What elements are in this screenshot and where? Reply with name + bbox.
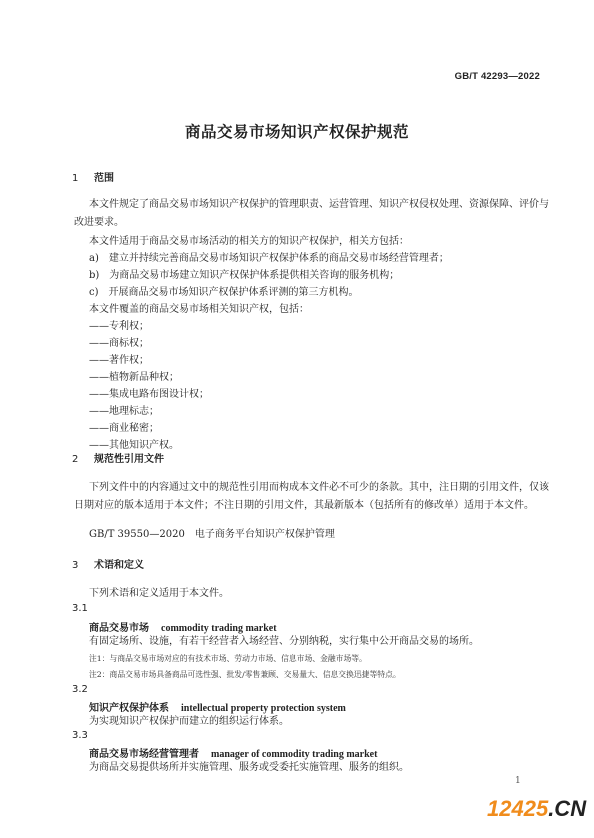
section-title: 范围 bbox=[94, 173, 114, 184]
list-item: b) 为商品交易市场建立知识产权保护体系提供相关咨询的服务机构； bbox=[89, 270, 400, 281]
section-number: 1 bbox=[72, 173, 79, 184]
watermark-digits: 12425 bbox=[487, 796, 549, 821]
term-number: 3.3 bbox=[72, 730, 88, 741]
normative-reference: GB/T 39550—2020 电子商务平台知识产权保护管理 bbox=[89, 529, 335, 540]
term-number: 3.2 bbox=[72, 684, 88, 695]
list-item: ——商业秘密； bbox=[89, 423, 159, 434]
list-item: ——商标权； bbox=[89, 338, 149, 349]
list-item: ——著作权； bbox=[89, 355, 149, 366]
section-3-heading bbox=[72, 556, 144, 571]
term-note: 注1：与商品交易市场对应的有技术市场、劳动力市场、信息市场、金融市场等。 bbox=[89, 654, 367, 663]
term-english: commodity trading market bbox=[161, 623, 277, 634]
term-entry bbox=[89, 699, 346, 714]
document-title: 商品交易市场知识产权保护规范 bbox=[184, 123, 409, 141]
list-item: a) 建立并持续完善商品交易市场知识产权保护体系的商品交易市场经营管理者； bbox=[89, 253, 449, 264]
term-definition: 为商品交易提供场所并实施管理、服务或受委托实施管理、服务的组织。 bbox=[89, 762, 409, 773]
page-number: 1 bbox=[515, 776, 521, 786]
term-entry bbox=[89, 745, 377, 760]
list-item: ——其他知识产权。 bbox=[89, 440, 179, 451]
section-number: 3 bbox=[72, 560, 79, 571]
section-3-intro: 下列术语和定义适用于本文件。 bbox=[89, 588, 229, 599]
term-english: manager of commodity trading market bbox=[211, 749, 378, 760]
section-1-paragraph-2: 本文件适用于商品交易市场活动的相关方的知识产权保护，相关方包括： bbox=[89, 236, 409, 247]
section-number: 2 bbox=[72, 454, 79, 465]
section-1-paragraph-1: 本文件规定了商品交易市场知识产权保护的管理职责、运营管理、知识产权侵权处理、资源保障、评价与改进要求。 bbox=[74, 199, 549, 228]
list-item: ——专利权； bbox=[89, 321, 149, 332]
section-2-heading bbox=[72, 450, 164, 465]
site-watermark-logo bbox=[487, 796, 586, 822]
watermark-suffix: .CN bbox=[548, 796, 587, 821]
term-chinese: 商品交易市场 bbox=[89, 623, 149, 634]
section-title: 术语和定义 bbox=[94, 560, 144, 571]
section-1-heading bbox=[72, 169, 114, 184]
term-chinese: 商品交易市场经营管理者 bbox=[89, 749, 199, 760]
term-english: intellectual property protection system bbox=[181, 703, 346, 714]
term-entry bbox=[89, 619, 277, 634]
term-chinese: 知识产权保护体系 bbox=[89, 703, 169, 714]
section-title: 规范性引用文件 bbox=[94, 454, 164, 465]
list-item: ——地理标志； bbox=[89, 406, 159, 417]
list-item: c) 开展商品交易市场知识产权保护体系评测的第三方机构。 bbox=[89, 287, 359, 298]
section-2-paragraph: 下列文件中的内容通过文中的规范性引用而构成本文件必不可少的条款。其中，注日期的引用文件，仅该日期对应的版本适用于本文件；不注日期的引用文件，其最新版本（包括所有的修改单）适用于本文件。 bbox=[74, 482, 549, 511]
term-definition: 有固定场所、设施，有若干经营者入场经营、分别纳税，实行集中公开商品交易的场所。 bbox=[89, 636, 479, 647]
list-item: ——植物新品种权； bbox=[89, 372, 179, 383]
term-note: 注2：商品交易市场具备商品可选性强、批发/零售兼顾、交易量大、信息交换迅捷等特点。 bbox=[89, 670, 401, 679]
list-item: ——集成电路布图设计权； bbox=[89, 389, 209, 400]
section-1-paragraph-3: 本文件覆盖的商品交易市场相关知识产权，包括： bbox=[89, 304, 309, 315]
standard-code: GB/T 42293—2022 bbox=[454, 71, 540, 82]
term-definition: 为实现知识产权保护而建立的组织运行体系。 bbox=[89, 716, 289, 727]
term-number: 3.1 bbox=[72, 603, 88, 614]
